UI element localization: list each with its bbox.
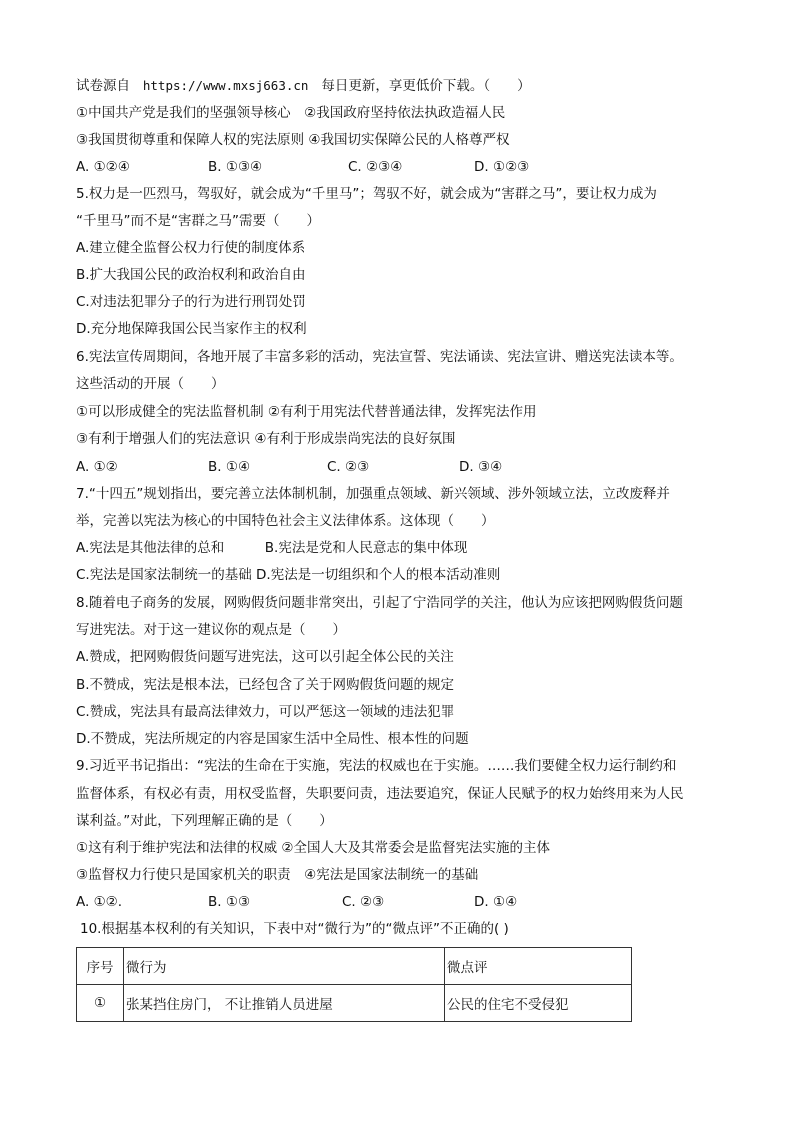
q5-stem-line-1: 5.权力是一匹烈马，驾驭好，就会成为“千里马”；驾驭不好，就会成为“害群之马”，要让权力成为 [76, 186, 657, 202]
q6-option-c[interactable]: C. ②③ [327, 459, 370, 475]
header-index: 序号 [77, 948, 124, 985]
q5-stem-line-2: “千里马”而不是“害群之马”需要（ ） [76, 213, 320, 229]
q6-option-a[interactable]: A. ①② [76, 459, 118, 475]
q4-option-c[interactable]: C. ②③④ [348, 159, 403, 175]
q4-statement-1-2: ①中国共产党是我们的坚强领导核心 ②我国政府坚持依法执政造福人民 [76, 105, 506, 121]
header-comment: 微点评 [445, 948, 632, 985]
q7-stem-line-2: 举，完善以宪法为核心的中国特色社会主义法律体系。这体现（ ） [76, 513, 495, 529]
q4-option-b[interactable]: B. ①③④ [208, 159, 263, 175]
q5-option-a[interactable]: A.建立健全监督公权力行使的制度体系 [76, 240, 306, 256]
q6-option-b[interactable]: B. ①④ [208, 459, 251, 475]
q8-option-b[interactable]: B.不赞成，宪法是根本法，已经包含了关于网购假货问题的规定 [76, 677, 455, 693]
cell-behavior: 张某挡住房门， 不让推销人员进屋 [124, 985, 445, 1022]
q8-stem-line-1: 8.随着电子商务的发展，网购假货问题非常突出，引起了宁浩同学的关注，他认为应该把网购假货问题 [76, 595, 683, 611]
q9-stem-line-1: 9.习近平书记指出：“宪法的生命在于实施，宪法的权威也在于实施。……我们要健全权力运行制约和 [76, 758, 677, 774]
header-behavior: 微行为 [124, 948, 445, 985]
q5-option-c[interactable]: C.对违法犯罪分子的行为进行刑罚处罚 [76, 294, 306, 310]
q6-stem-line-2: 这些活动的开展（ ） [76, 376, 225, 392]
q6-statement-3-4: ③有利于增强人们的宪法意识 ④有利于形成崇尚宪法的良好氛围 [76, 431, 456, 447]
q9-stem-line-3: 谋利益。”对此，下列理解正确的是（ ） [76, 813, 333, 829]
q9-option-d[interactable]: D. ①④ [474, 894, 518, 910]
q8-option-d[interactable]: D.不赞成，宪法所规定的内容是国家生活中全局性、根本性的问题 [76, 731, 469, 747]
source-suffix: 每日更新，享更低价下载。（ ） [321, 78, 531, 94]
q7-options-c-d[interactable]: C.宪法是国家法制统一的基础 D.宪法是一切组织和个人的根本活动准则 [76, 567, 501, 583]
q9-option-a[interactable]: A. ①②. [76, 894, 123, 910]
behavior-table [76, 947, 632, 1022]
cell-comment: 公民的住宅不受侵犯 [445, 985, 632, 1022]
table-header-row [77, 948, 632, 985]
q5-option-b[interactable]: B.扩大我国公民的政治权利和政治自由 [76, 267, 306, 283]
cell-index: ① [77, 985, 124, 1022]
q9-option-b[interactable]: B. ①③ [208, 894, 251, 910]
q5-option-d[interactable]: D.充分地保障我国公民当家作主的权利 [76, 321, 307, 337]
q8-option-a[interactable]: A.赞成，把网购假货问题写进宪法，这可以引起全体公民的关注 [76, 649, 454, 665]
q4-option-d[interactable]: D. ①②③ [474, 159, 530, 175]
q8-option-c[interactable]: C.赞成，宪法具有最高法律效力，可以严惩这一领域的违法犯罪 [76, 704, 455, 720]
q10-stem: 10.根据基本权利的有关知识，下表中对“微行为”的“微点评”不正确的( ) [80, 921, 509, 937]
source-line [76, 77, 531, 95]
q9-stem-line-2: 监督体系，有权必有责，用权受监督，失职要问责，违法要追究，保证人民赋予的权力始终用来为人民 [76, 786, 684, 802]
source-url[interactable]: https://www.mxsj663.cn [142, 78, 309, 93]
q6-stem-line-1: 6.宪法宣传周期间，各地开展了丰富多彩的活动，宪法宣誓、宪法诵读、宪法宣讲、赠送宪法读本等。 [76, 349, 683, 365]
q4-statement-3-4: ③我国贯彻尊重和保障人权的宪法原则 ④我国切实保障公民的人格尊严权 [76, 132, 510, 148]
q7-options-a-b[interactable]: A.宪法是其他法律的总和 B.宪法是党和人民意志的集中体现 [76, 540, 468, 556]
q9-statement-1-2: ①这有利于维护宪法和法律的权威 ②全国人大及其常委会是监督宪法实施的主体 [76, 840, 550, 856]
source-prefix: 试卷源自 [76, 78, 130, 94]
q8-stem-line-2: 写进宪法。对于这一建议你的观点是（ ） [76, 622, 346, 638]
q9-option-c[interactable]: C. ②③ [342, 894, 385, 910]
q4-option-a[interactable]: A. ①②④ [76, 159, 130, 175]
q7-stem-line-1: 7.“十四五”规划指出，要完善立法体制机制，加强重点领域、新兴领域、涉外领域立法，立改废释并 [76, 486, 670, 502]
q6-statement-1-2: ①可以形成健全的宪法监督机制 ②有利于用宪法代替普通法律，发挥宪法作用 [76, 404, 537, 420]
q6-option-d[interactable]: D. ③④ [459, 459, 503, 475]
q9-statement-3-4: ③监督权力行使只是国家机关的职责 ④宪法是国家法制统一的基础 [76, 867, 479, 883]
table-row [77, 985, 632, 1022]
